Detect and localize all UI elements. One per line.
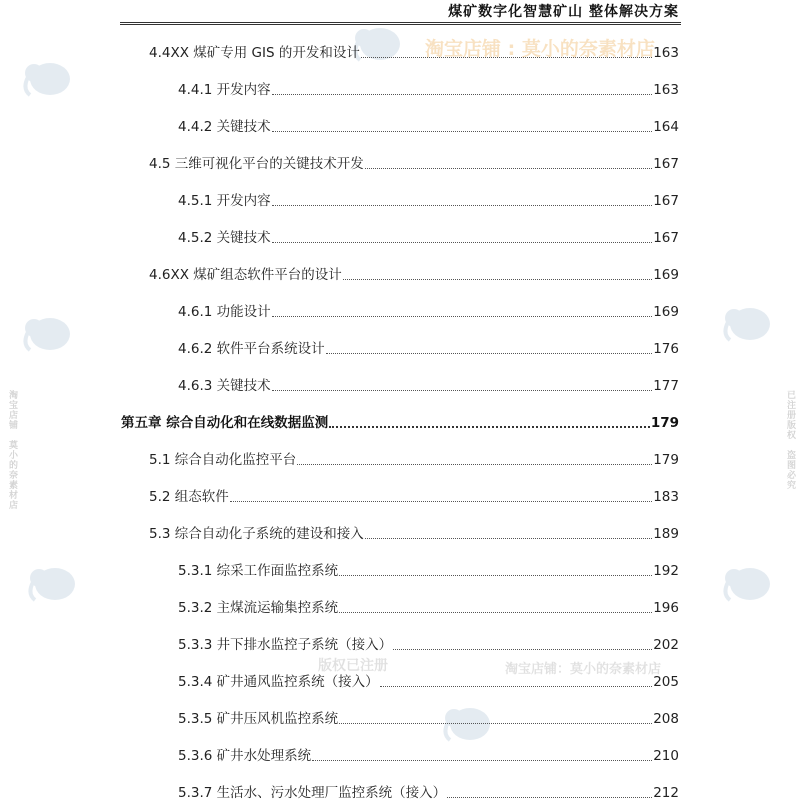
toc-entry[interactable]: [149, 154, 679, 174]
toc-entry-label: 4.5.1 开发内容: [178, 193, 271, 209]
toc-entry[interactable]: [178, 302, 679, 322]
toc-entry-label: 5.3.7 生活水、污水处理厂监控系统（接入）: [178, 785, 447, 801]
dot-leader: [343, 277, 652, 280]
dot-leader: [339, 573, 652, 576]
toc-entry[interactable]: [178, 561, 679, 581]
toc-entry-page: 202: [653, 637, 679, 653]
toc-entry[interactable]: [178, 339, 679, 359]
toc-entry-page: 176: [653, 341, 679, 357]
toc-entry-page: 177: [653, 378, 679, 394]
toc-entry-label: 4.6.1 功能设计: [178, 304, 271, 320]
toc-entry-page: 163: [653, 82, 679, 98]
toc-entry[interactable]: [178, 672, 679, 692]
toc-entry-label: 5.2 组态软件: [149, 489, 229, 505]
toc-entry[interactable]: [149, 43, 679, 63]
toc-entry[interactable]: [149, 487, 679, 507]
shop-watermark-mid: 淘宝店铺：莫小的奈素材店: [505, 662, 662, 677]
toc-entry-label: 4.6XX 煤矿组态软件平台的设计: [149, 267, 342, 283]
toc-entry-label: 4.4.1 开发内容: [178, 82, 271, 98]
toc-entry[interactable]: [178, 709, 679, 729]
dot-leader: [326, 351, 653, 354]
vertical-watermark-right: 已注册版权 盗图必究: [785, 390, 795, 490]
toc-entry-page: 167: [653, 193, 679, 209]
dot-leader: [297, 462, 652, 465]
toc-entry[interactable]: [178, 783, 679, 803]
toc-entry-page: 210: [653, 748, 679, 764]
copyright-watermark: 版权已注册: [318, 658, 388, 674]
toc-entry-page: 179: [650, 415, 679, 431]
toc-entry-label: 5.3.4 矿井通风监控系统（接入）: [178, 674, 379, 690]
toc-entry-page: 205: [653, 674, 679, 690]
toc-entry[interactable]: [149, 524, 679, 544]
dot-leader: [339, 610, 652, 613]
toc-entry-page: 167: [653, 156, 679, 172]
toc-chapter-entry[interactable]: [121, 413, 679, 433]
toc-entry[interactable]: [178, 376, 679, 396]
dot-leader: [365, 166, 652, 169]
dot-leader: [272, 92, 653, 95]
toc-entry-label: 5.3 综合自动化子系统的建设和接入: [149, 526, 364, 542]
toc-entry-page: 183: [653, 489, 679, 505]
toc-entry[interactable]: [178, 80, 679, 100]
toc-entry-page: 192: [653, 563, 679, 579]
toc-entry-label: 4.6.2 软件平台系统设计: [178, 341, 325, 357]
dot-leader: [272, 240, 653, 243]
toc-entry-page: 167: [653, 230, 679, 246]
toc-entry-label: 5.3.1 综采工作面监控系统: [178, 563, 339, 579]
shop-watermark: 淘宝店铺 : 莫小的奈素材店: [425, 38, 655, 60]
dot-leader: [312, 758, 652, 761]
dot-leader: [272, 129, 653, 132]
toc-entry-label: 4.4.2 关键技术: [178, 119, 271, 135]
toc-entry[interactable]: [178, 228, 679, 248]
toc-entry-page: 164: [653, 119, 679, 135]
dot-leader: [272, 388, 653, 391]
toc-entry-label: 4.4XX 煤矿专用 GIS 的开发和设计: [149, 45, 360, 61]
toc-entry-page: 179: [653, 452, 679, 468]
toc-entry-label: 5.1 综合自动化监控平台: [149, 452, 297, 468]
dot-leader: [361, 55, 652, 58]
toc-entry-page: 169: [653, 304, 679, 320]
vertical-watermark-left: 淘宝店铺 莫小的奈素材店: [7, 390, 17, 510]
toc-entry-page: 189: [653, 526, 679, 542]
toc-entry-page: 169: [653, 267, 679, 283]
toc-entry-label: 5.3.3 井下排水监控子系统（接入）: [178, 637, 393, 653]
toc-entry-label: 4.5 三维可视化平台的关键技术开发: [149, 156, 364, 172]
toc-entry-label: 5.3.2 主煤流运输集控系统: [178, 600, 339, 616]
toc-entry[interactable]: [178, 746, 679, 766]
dot-leader: [339, 721, 652, 724]
dot-leader: [393, 647, 652, 650]
dot-leader: [329, 424, 650, 428]
toc-entry-page: 163: [653, 45, 679, 61]
document-title: 煤矿数字化智慧矿山 整体解决方案: [448, 4, 679, 20]
toc-entry-page: 208: [653, 711, 679, 727]
toc-entry-label: 4.5.2 关键技术: [178, 230, 271, 246]
dot-leader: [272, 203, 653, 206]
toc-entry[interactable]: [178, 598, 679, 618]
toc-entry[interactable]: [149, 450, 679, 470]
dot-leader: [380, 684, 653, 687]
toc-entry-label: 4.6.3 关键技术: [178, 378, 271, 394]
toc-entry-label: 第五章 综合自动化和在线数据监测: [121, 415, 329, 431]
toc-entry[interactable]: [178, 117, 679, 137]
toc-entry-label: 5.3.5 矿井压风机监控系统: [178, 711, 339, 727]
toc-entry-page: 196: [653, 600, 679, 616]
dot-leader: [230, 499, 652, 502]
toc-entry-label: 5.3.6 矿井水处理系统: [178, 748, 312, 764]
dot-leader: [447, 795, 652, 798]
toc-entry[interactable]: [149, 265, 679, 285]
dot-leader: [365, 536, 652, 539]
toc-entry-page: 212: [653, 785, 679, 801]
toc-entry[interactable]: [178, 191, 679, 211]
dot-leader: [272, 314, 653, 317]
toc-entry[interactable]: [178, 635, 679, 655]
